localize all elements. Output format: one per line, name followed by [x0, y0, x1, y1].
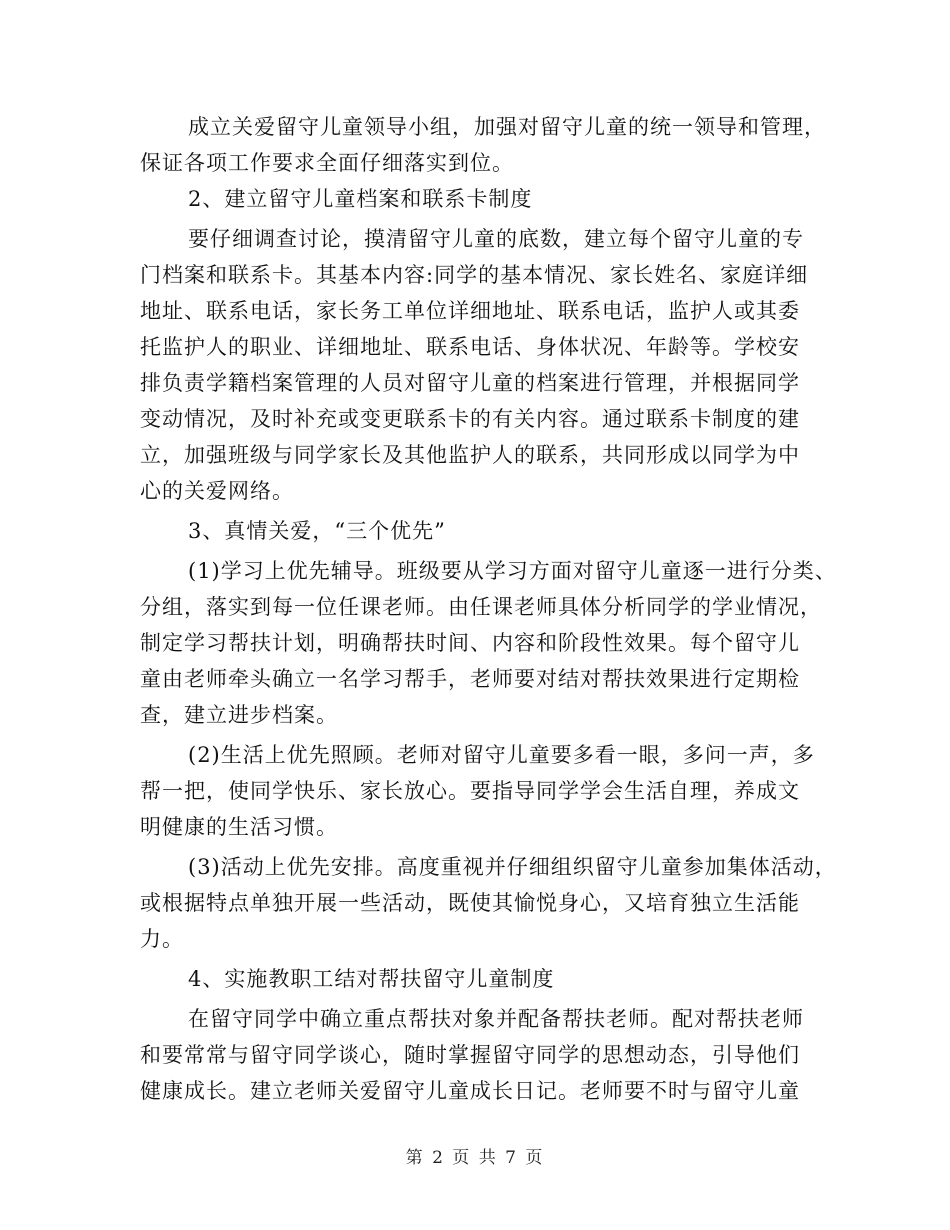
section-heading: 4、实施教职工结对帮扶留守儿童制度 — [188, 967, 555, 991]
text-line: 和要常常与留守同学谈心，随时掌握留守同学的思想动态，引导他们 — [140, 1043, 800, 1067]
text-line: (3)活动上优先安排。高度重视并仔细组织留守儿童参加集体活动， — [188, 855, 837, 879]
text-line: 立，加强班级与同学家长及其他监护人的联系，共同形成以同学为中 — [140, 443, 800, 467]
text-line: 排负责学籍档案管理的人员对留守儿童的档案进行管理，并根据同学 — [140, 371, 800, 395]
text-line: (1)学习上优先辅导。班级要从学习方面对留守儿童逐一进行分类、 — [188, 559, 837, 583]
text-line: 心的关爱网络。 — [140, 479, 294, 503]
text-line: 明健康的生活习惯。 — [140, 815, 338, 839]
text-line: 帮一把，使同学快乐、家长放心。要指导同学学会生活自理，养成文 — [140, 779, 800, 803]
text-line: 健康成长。建立老师关爱留守儿童成长日记。老师要不时与留守儿童 — [140, 1079, 800, 1103]
page-number-footer: 第 2 页 共 7 页 — [405, 1148, 545, 1168]
text-line: 童由老师牵头确立一名学习帮手，老师要对结对帮扶效果进行定期检 — [140, 667, 800, 691]
text-line: 变动情况，及时补充或变更联系卡的有关内容。通过联系卡制度的建 — [140, 407, 800, 431]
text-line: 在留守同学中确立重点帮扶对象并配备帮扶老师。配对帮扶老师 — [188, 1007, 804, 1031]
text-line: 制定学习帮扶计划，明确帮扶时间、内容和阶段性效果。每个留守儿 — [140, 631, 800, 655]
text-line: (2)生活上优先照顾。老师对留守儿童要多看一眼，多问一声，多 — [188, 743, 815, 767]
text-line: 查，建立进步档案。 — [140, 703, 338, 727]
text-line: 门档案和联系卡。其基本内容:同学的基本情况、家长姓名、家庭详细 — [140, 263, 809, 287]
text-line: 或根据特点单独开展一些活动，既使其愉悦身心，又培育独立生活能 — [140, 891, 800, 915]
text-line: 保证各项工作要求全面仔细落实到位。 — [140, 151, 514, 175]
text-line: 力。 — [140, 927, 184, 951]
section-heading: 2、建立留守儿童档案和联系卡制度 — [188, 187, 533, 211]
text-line: 地址、联系电话，家长务工单位详细地址、联系电话，监护人或其委 — [140, 299, 800, 323]
text-line: 托监护人的职业、详细地址、联系电话、身体状况、年龄等。学校安 — [140, 335, 800, 359]
text-line: 成立关爱留守儿童领导小组，加强对留守儿童的统一领导和管理， — [188, 115, 826, 139]
section-heading: 3、真情关爱，“三个优先” — [188, 519, 446, 543]
text-line: 要仔细调查讨论，摸清留守儿童的底数，建立每个留守儿童的专 — [188, 227, 804, 251]
text-line: 分组，落实到每一位任课老师。由任课老师具体分析同学的学业情况， — [140, 595, 822, 619]
